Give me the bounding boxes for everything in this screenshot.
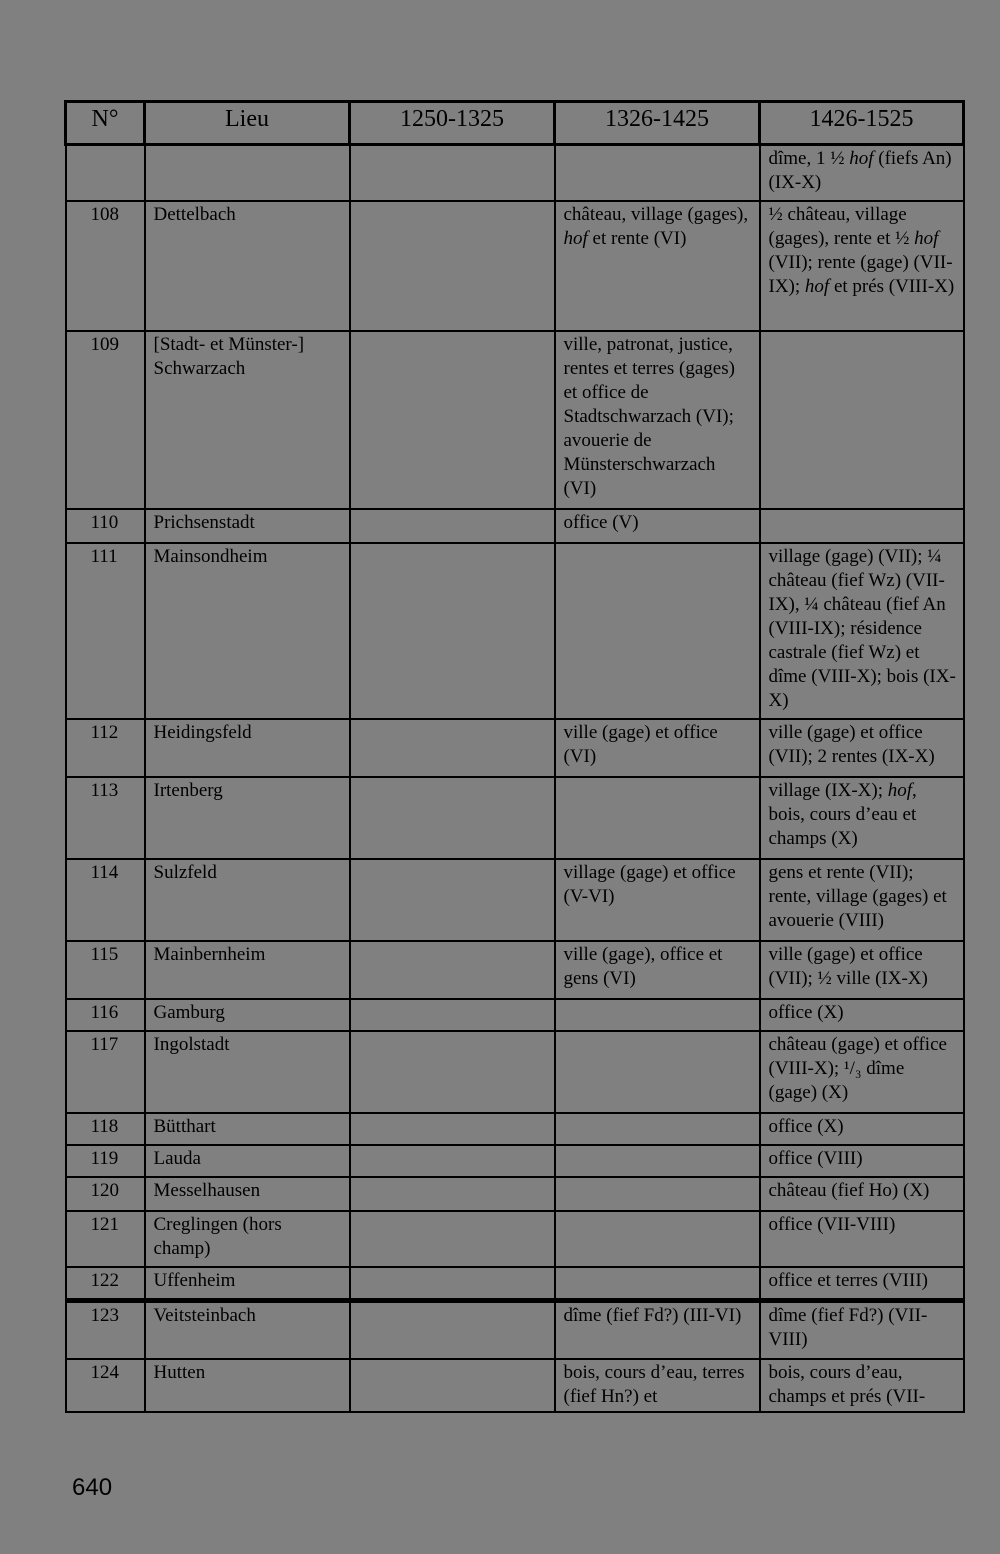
cell-period-1	[350, 145, 555, 201]
cell-num: 113	[66, 777, 145, 859]
cell-period-1	[350, 719, 555, 777]
cell-num: 117	[66, 1031, 145, 1113]
cell-period-2: village (gage) et office (V-VI)	[555, 859, 760, 941]
cell-period-3: office et terres (VIII)	[760, 1267, 964, 1301]
cell-period-2	[555, 145, 760, 201]
cell-num: 108	[66, 201, 145, 331]
table-row	[66, 1211, 964, 1267]
cell-period-1	[350, 1113, 555, 1145]
cell-period-3: office (VII-VIII)	[760, 1211, 964, 1267]
cell-lieu: Hutten	[145, 1359, 350, 1412]
cell-period-1	[350, 1359, 555, 1412]
header-period-3: 1426-1525	[760, 102, 964, 145]
header-period-1: 1250-1325	[350, 102, 555, 145]
cell-period-3: office (VIII)	[760, 1145, 964, 1177]
table-row	[66, 941, 964, 999]
cell-num	[66, 145, 145, 201]
table-body	[66, 145, 964, 1412]
cell-period-2: ville (gage) et office (VI)	[555, 719, 760, 777]
cell-period-2	[555, 1113, 760, 1145]
table-row	[66, 331, 964, 509]
cell-period-1	[350, 777, 555, 859]
cell-period-1	[350, 201, 555, 331]
table-row	[66, 509, 964, 543]
cell-num: 124	[66, 1359, 145, 1412]
cell-lieu: Prichsenstadt	[145, 509, 350, 543]
cell-num: 121	[66, 1211, 145, 1267]
cell-period-3: gens et rente (VII); rente, village (gages) et avouerie (VIII)	[760, 859, 964, 941]
cell-period-2: ville, patronat, justice, rentes et terres (gages) et office de Stadtschwarzach (VI); avouerie de Münsterschwarzach (VI)	[555, 331, 760, 509]
table-row	[66, 1267, 964, 1301]
cell-period-1	[350, 1211, 555, 1267]
cell-period-3: office (X)	[760, 999, 964, 1031]
cell-num: 110	[66, 509, 145, 543]
cell-lieu: Messelhausen	[145, 1177, 350, 1211]
cell-lieu: Gamburg	[145, 999, 350, 1031]
table-row	[66, 1113, 964, 1145]
cell-num: 112	[66, 719, 145, 777]
cell-lieu: Dettelbach	[145, 201, 350, 331]
cell-period-1	[350, 331, 555, 509]
cell-period-2	[555, 999, 760, 1031]
cell-period-3: château (fief Ho) (X)	[760, 1177, 964, 1211]
cell-period-1	[350, 859, 555, 941]
cell-lieu: Lauda	[145, 1145, 350, 1177]
cell-period-2	[555, 1267, 760, 1301]
cell-period-1	[350, 1267, 555, 1301]
cell-num: 114	[66, 859, 145, 941]
cell-period-3: ville (gage) et office (VII); ½ ville (IX-X)	[760, 941, 964, 999]
table-row	[66, 1359, 964, 1412]
cell-num: 109	[66, 331, 145, 509]
header-period-2: 1326-1425	[555, 102, 760, 145]
cell-period-3: dîme (fief Fd?) (VII-VIII)	[760, 1301, 964, 1359]
cell-period-3: dîme, 1 ½ hof (fiefs An) (IX-X)	[760, 145, 964, 201]
cell-period-2: château, village (gages), hof et rente (VI)	[555, 201, 760, 331]
cell-num: 118	[66, 1113, 145, 1145]
cell-period-2: ville (gage), office et gens (VI)	[555, 941, 760, 999]
cell-period-3: château (gage) et office (VIII-X); ¹/₃ dîme (gage) (X)	[760, 1031, 964, 1113]
cell-period-2: office (V)	[555, 509, 760, 543]
cell-lieu: Bütthart	[145, 1113, 350, 1145]
cell-num: 119	[66, 1145, 145, 1177]
cell-period-3: bois, cours d’eau, champs et prés (VII-	[760, 1359, 964, 1412]
table-row	[66, 719, 964, 777]
data-table	[64, 100, 965, 1413]
cell-period-3: village (gage) (VII); ¼ château (fief Wz) (VII-IX), ¼ château (fief An (VIII-IX); résidence castrale (fief Wz) et dîme (VIII-X); bois (IX-X)	[760, 543, 964, 719]
cell-num: 116	[66, 999, 145, 1031]
table-row	[66, 1031, 964, 1113]
cell-period-2: dîme (fief Fd?) (III-VI)	[555, 1301, 760, 1359]
cell-period-3: office (X)	[760, 1113, 964, 1145]
cell-lieu: [Stadt- et Münster-] Schwarzach	[145, 331, 350, 509]
table-row	[66, 999, 964, 1031]
cell-lieu: Mainsondheim	[145, 543, 350, 719]
table-row	[66, 1177, 964, 1211]
cell-period-2	[555, 777, 760, 859]
cell-period-3	[760, 509, 964, 543]
cell-num: 122	[66, 1267, 145, 1301]
header-row	[66, 102, 964, 145]
cell-lieu: Uffenheim	[145, 1267, 350, 1301]
cell-period-2	[555, 1031, 760, 1113]
cell-period-2	[555, 543, 760, 719]
cell-period-2: bois, cours d’eau, terres (fief Hn?) et	[555, 1359, 760, 1412]
cell-lieu: Ingolstadt	[145, 1031, 350, 1113]
cell-lieu: Creglingen (hors champ)	[145, 1211, 350, 1267]
page-number: 640	[72, 1474, 113, 1501]
cell-period-1	[350, 1177, 555, 1211]
table-row	[66, 1145, 964, 1177]
cell-period-1	[350, 1145, 555, 1177]
cell-period-1	[350, 999, 555, 1031]
cell-lieu: Mainbernheim	[145, 941, 350, 999]
cell-lieu: Irtenberg	[145, 777, 350, 859]
cell-period-2	[555, 1211, 760, 1267]
cell-num: 115	[66, 941, 145, 999]
cell-period-1	[350, 941, 555, 999]
cell-period-3	[760, 331, 964, 509]
cell-lieu	[145, 145, 350, 201]
cell-period-2	[555, 1177, 760, 1211]
cell-period-3: ville (gage) et office (VII); 2 rentes (IX-X)	[760, 719, 964, 777]
cell-lieu: Sulzfeld	[145, 859, 350, 941]
table-row	[66, 201, 964, 331]
cell-num: 120	[66, 1177, 145, 1211]
cell-period-1	[350, 1031, 555, 1113]
cell-num: 123	[66, 1301, 145, 1359]
cell-period-1	[350, 509, 555, 543]
table-row	[66, 543, 964, 719]
cell-period-3: ½ château, village (gages), rente et ½ hof (VII); rente (gage) (VII-IX); hof et prés (VIII-X)	[760, 201, 964, 331]
cell-period-2	[555, 1145, 760, 1177]
cell-lieu: Heidingsfeld	[145, 719, 350, 777]
table-row	[66, 777, 964, 859]
header-num: N°	[66, 102, 145, 145]
table-row	[66, 859, 964, 941]
header-lieu: Lieu	[145, 102, 350, 145]
table-row	[66, 1301, 964, 1359]
cell-period-3: village (IX-X); hof, bois, cours d’eau et champs (X)	[760, 777, 964, 859]
cell-period-1	[350, 543, 555, 719]
table-row	[66, 145, 964, 201]
cell-num: 111	[66, 543, 145, 719]
cell-lieu: Veitsteinbach	[145, 1301, 350, 1359]
cell-period-1	[350, 1301, 555, 1359]
